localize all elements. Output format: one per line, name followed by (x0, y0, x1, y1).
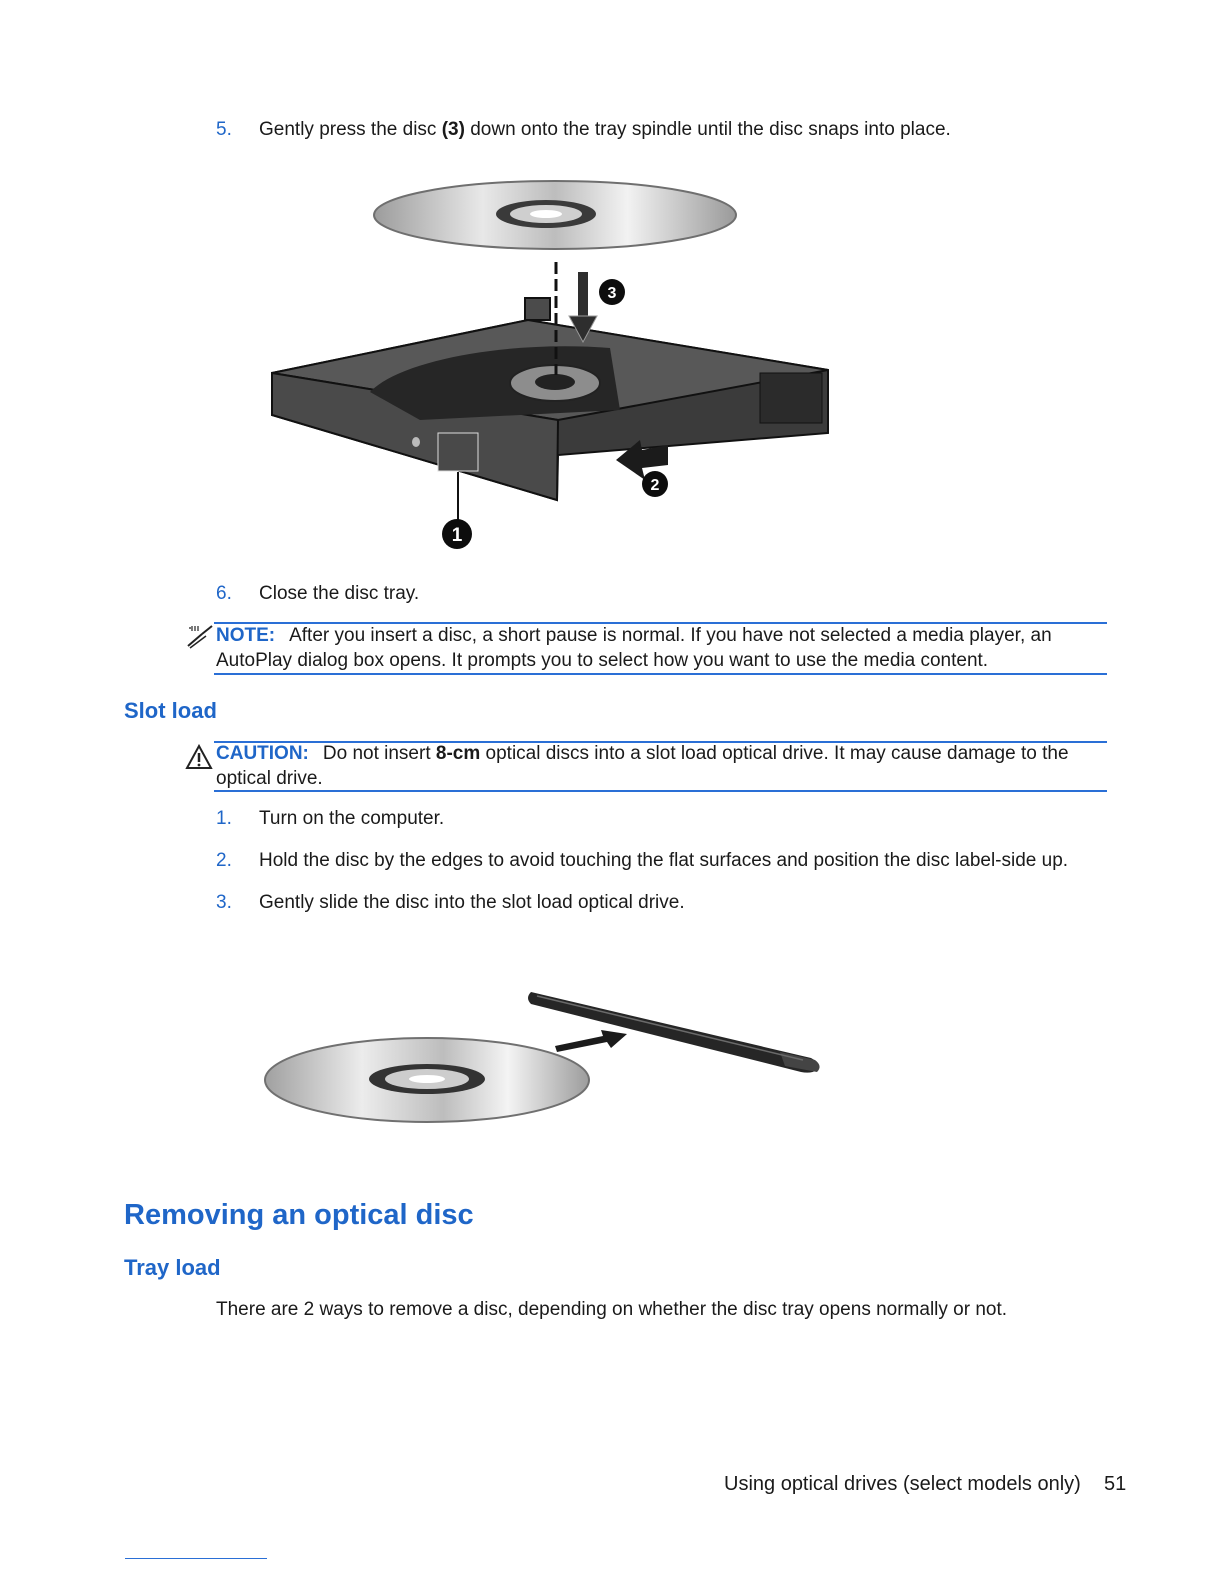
step-text: Close the disc tray. (259, 583, 420, 604)
step-text: Hold the disc by the edges to avoid touching the flat surfaces and position the disc label-side up. (259, 850, 1069, 871)
optical-disc-icon (265, 1038, 589, 1122)
slot-step-3 (0, 891, 1224, 917)
note-box (216, 624, 1106, 673)
tray-drive-icon (272, 298, 828, 500)
slot-load-illustration (255, 980, 835, 1130)
callout-2-icon (642, 471, 668, 497)
step-number: 1. (216, 808, 232, 829)
slot-load-heading: Slot load (124, 698, 217, 723)
step-5 (0, 118, 1224, 144)
caution-text: Do not insert 8-cm optical discs into a slot load optical drive. It may cause damage to the optical drive. (216, 743, 1069, 789)
step-number: 2. (216, 850, 232, 871)
tray-load-illustration (260, 170, 850, 560)
step-number: 5. (216, 119, 232, 140)
slot-step-2 (0, 849, 1224, 875)
callout-1-icon (442, 519, 472, 549)
note-pen-icon (186, 624, 214, 650)
warning-triangle-icon (185, 744, 213, 770)
svg-text:3: 3 (607, 285, 617, 302)
removing-heading: Removing an optical disc (124, 1199, 474, 1231)
step-text: Gently slide the disc into the slot load optical drive. (259, 892, 685, 913)
callout-3-icon (599, 279, 625, 305)
svg-text:2: 2 (650, 477, 660, 494)
caution-label: CAUTION: (216, 743, 309, 764)
note-bottom-rule (214, 673, 1107, 675)
step-6 (0, 582, 1224, 608)
page-number: 51 (1104, 1473, 1127, 1495)
slot-step-1 (0, 807, 1224, 833)
caution-bottom-rule (214, 790, 1107, 792)
note-text: After you insert a disc, a short pause is normal. If you have not selected a media player, an AutoPlay dialog box opens. It prompts you to select how you want to use the media content. (216, 625, 1052, 671)
removing-body: There are 2 ways to remove a disc, depending on whether the disc tray opens normally or not. (216, 1299, 1008, 1320)
footer-title: Using optical drives (select models only) (724, 1473, 1081, 1495)
step-text: Turn on the computer. (259, 808, 445, 829)
svg-text:1: 1 (451, 525, 463, 546)
step-number: 3. (216, 892, 232, 913)
step-number: 6. (216, 583, 232, 604)
tray-load-heading: Tray load (124, 1255, 221, 1280)
caution-box (216, 742, 1106, 791)
step-text: Gently press the disc (3) down onto the tray spindle until the disc snaps into place. (259, 119, 951, 140)
footer-rule (125, 1558, 267, 1559)
note-label: NOTE: (216, 625, 276, 646)
right-arrow-icon (555, 1030, 627, 1052)
optical-disc-icon (374, 181, 736, 249)
